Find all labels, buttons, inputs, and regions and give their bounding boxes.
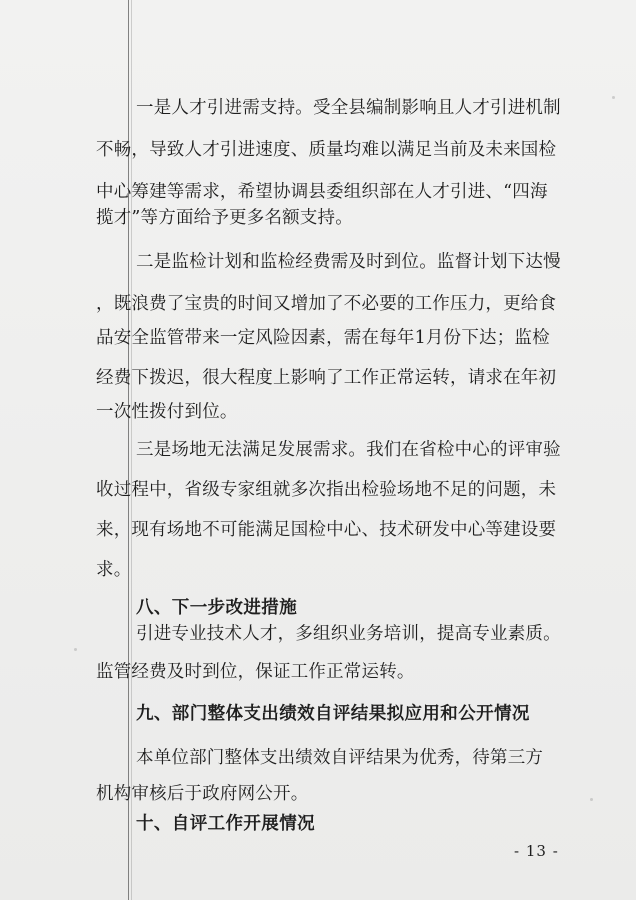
paragraph-3-line-4: 求。 (96, 560, 132, 580)
paragraph-2-line-2: ，既浪费了宝贵的时间又增加了不必要的工作压力，更给食 (96, 294, 557, 314)
section-9-line-1: 本单位部门整体支出绩效自评结果为优秀，待第三方 (136, 748, 544, 768)
section-8-line-1: 引进专业技术人才，多组织业务培训，提高专业素质。 (136, 624, 561, 644)
paragraph-3-line-2: 收过程中，省级专家组就多次指出检验场地不足的问题，未 (96, 480, 557, 500)
section-9-line-2: 机构审核后于政府网公开。 (96, 784, 309, 804)
binding-margin-shadow (131, 0, 132, 900)
paragraph-1-line-4: 揽才”等方面给予更多名额支持。 (96, 208, 353, 228)
section-10-heading: 十、自评工作开展情况 (136, 814, 315, 834)
section-8-heading: 八、下一步改进措施 (136, 598, 298, 618)
section-8-line-2: 监管经费及时到位，保证工作正常运转。 (96, 662, 415, 682)
paragraph-1-line-2: 不畅，导致人才引进速度、质量均难以满足当前及未来国检 (96, 140, 557, 160)
binding-margin-line (128, 0, 129, 900)
paragraph-2-line-1: 二是监检计划和监检经费需及时到位。监督计划下达慢 (136, 252, 561, 272)
paragraph-1-line-3: 中心筹建等需求，希望协调县委组织部在人才引进、“四海 (96, 182, 548, 202)
paragraph-2-line-3: 品安全监管带来一定风险因素，需在每年1月份下达；监检 (96, 328, 550, 348)
section-9-heading: 九、部门整体支出绩效自评结果拟应用和公开情况 (136, 704, 530, 724)
scan-speck (74, 648, 77, 651)
paragraph-1-line-1: 一是人才引进需支持。受全县编制影响且人才引进机制 (136, 98, 561, 118)
page-number: - 13 - (514, 842, 559, 860)
paragraph-2-line-4: 经费下拨迟，很大程度上影响了工作正常运转，请求在年初 (96, 368, 557, 388)
paragraph-3-line-3: 来，现有场地不可能满足国检中心、技术研发中心等建设要 (96, 520, 557, 540)
scan-speck (590, 798, 593, 801)
paragraph-3-line-1: 三是场地无法满足发展需求。我们在省检中心的评审验 (136, 440, 561, 460)
paragraph-2-line-5: 一次性拨付到位。 (96, 402, 238, 422)
scan-speck (612, 96, 615, 99)
